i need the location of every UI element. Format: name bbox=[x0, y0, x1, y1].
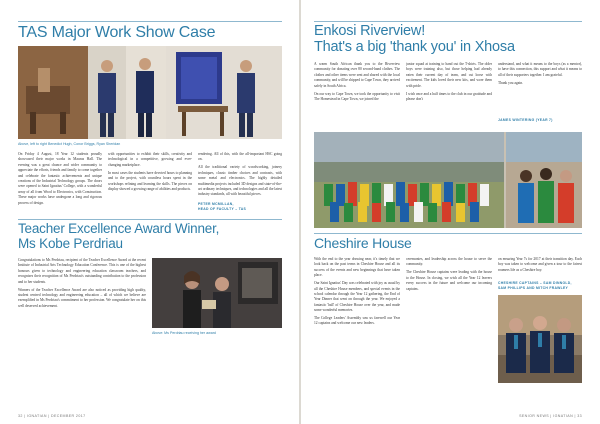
right-page bbox=[301, 0, 600, 424]
enkosi-paragraph: junior squad at training to hand out the T-shirts. The older boys were training also, but those helping had already eaten their current day of team, and cut loose with excitement. The kids loved their new kits, and wore them with pride. bbox=[406, 62, 492, 88]
cheshire-byline-line1: CHESHIRE CAPTAINS – SAM DINNOLD, bbox=[498, 281, 572, 285]
enkosi-headline-line1: Enkosi Riverview! bbox=[314, 23, 426, 39]
cheshire-column-3 bbox=[498, 257, 582, 279]
team-photo bbox=[314, 132, 582, 228]
award-photo bbox=[152, 258, 282, 328]
cheshire-column-1 bbox=[314, 257, 400, 387]
tas-paragraph: rendering. All of this, with the all-important HSC going on. bbox=[198, 152, 282, 162]
cheshire-paragraph: on ensuring Year 7s for 2017 at their transition day. Each boy was taken to welcome and given a tour to the fairest roamers life as a Cheshire boy. bbox=[498, 257, 582, 272]
headline-rule bbox=[314, 21, 582, 22]
tas-paragraph: with opportunities to exhibit their skills, creativity and technological in a competitive, growing and ever-changing marketplace. bbox=[108, 152, 192, 167]
right-footer: SENIOR NEWS | IGNATIAN | 33 bbox=[519, 414, 582, 418]
headline-rule bbox=[18, 219, 282, 220]
enkosi-headline bbox=[314, 24, 515, 55]
enkosi-paragraph: A warm South African thank you to the Riverview community for donating over 80 second-hand clothes. The clothes and other items were sent and shared with the local community, and will be shipped to Cape Town, they arrived safely in South Africa. bbox=[314, 62, 400, 88]
award-column bbox=[18, 258, 146, 368]
cheshire-column-2 bbox=[406, 257, 492, 387]
headline-rule bbox=[18, 21, 282, 22]
enkosi-byline: JAMES WINTERING (YEAR 7) bbox=[498, 118, 553, 122]
headline-rule bbox=[314, 233, 582, 234]
enkosi-headline-line2: That's a big 'thank you' in Xhosa bbox=[314, 38, 515, 55]
award-paragraph: Congratulations to Ms Perdriau, recipient of the Teacher Excellence Award at the recent Institute of Industrial Arts Technology Education Conference. This is one of the highest honours given to technology and engineering education classroom teachers, and recognises their recognition of Ms Perdriau's outstanding contribution to the profession and to her students. bbox=[18, 258, 146, 284]
enkosi-column-1 bbox=[314, 62, 400, 128]
cheshire-paragraph: The College Leaders' Assembly saw us farewell our Year 12 captains and welcome our new leaders. bbox=[314, 316, 400, 326]
cheshire-captains-photo bbox=[498, 295, 582, 383]
cheshire-byline bbox=[498, 281, 582, 290]
cheshire-paragraph: ceremonies, and leadership across the house to serve the community. bbox=[406, 257, 492, 267]
award-photo-caption: Above: Ms Perdriau receiving her award bbox=[152, 331, 216, 335]
cheshire-captains-photo-image bbox=[498, 295, 582, 383]
award-photo-image bbox=[152, 258, 282, 328]
award-headline-line1: Teacher Excellence Award Winner, bbox=[18, 221, 220, 236]
enkosi-column-3 bbox=[498, 62, 582, 100]
cheshire-paragraph: The Cheshire House captains were leading with the house to the House. In closing, we wish all the Year 12 leavers every success in the future and welcome our incoming captains. bbox=[406, 270, 492, 291]
enkosi-paragraph: I wish once and a half times to the club in our gratitude and please don't bbox=[406, 91, 492, 101]
tas-column-3 bbox=[198, 152, 282, 200]
tas-byline-name: PETER MCMILLAN, bbox=[198, 202, 234, 206]
major-work-photo-caption: Above, left to right Benedict Hugh, Conor Briggs, Ryan Sheridan bbox=[18, 142, 121, 146]
award-headline-line2: Ms Kobe Perdriau bbox=[18, 235, 123, 251]
cheshire-paragraph: Our Saint Ignatius' Day was celebrated with joy as usual by all the Cheshire House members, and special events in the school calendar through the Year 12 gathering, the End of Year Dinner that went on through the year. We enjoyed a fantastic 'hall' of Cheshire House over the year, and made some wonderful memories. bbox=[314, 281, 400, 313]
award-headline bbox=[18, 222, 219, 251]
tas-paragraph: On Friday 4 August, 18 Year 12 students proudly showcased their major works in Maurus Hall. The evening was a great chance and wider community to appreciate the efforts, friends and family to come together and celebrate the fantastic achievements and unique creations of the Industrial Technology groups. The doors were opened to Saint Ignatius' College, with a wonderful array of all from Wood to Electronics, with Construction. These major works have undergone a long and rigorous process of design. bbox=[18, 152, 102, 205]
cheshire-byline-line2: SAM PHILLIPS AND MITCH FRAWLEY bbox=[498, 285, 569, 290]
tas-paragraph: In most cases the students have devoted hours to planning and to the project, with countless hours spent in the workshops refining and learning the skills. The pieces on display showed a growing range of abilities and products. bbox=[108, 170, 192, 191]
award-paragraph: Winners of the Teacher Excellence Award are also noticed as providing high quality, student centred technology and engineering education – all of which we believe are exemplified in Ms Perdriau's commitment to her profession. We congratulate her on this well deserved achievement. bbox=[18, 287, 146, 308]
team-photo-image bbox=[314, 132, 582, 228]
cheshire-paragraph: With the end to the year drawing near, it's timely that we look back on the past terms in Cheshire House and all its success of the events and new beginnings that have taken place. bbox=[314, 257, 400, 278]
tas-headline: TAS Major Work Show Case bbox=[18, 24, 216, 41]
enkosi-paragraph: understand, and what it means to the boys (as a mentor), to have this connection, this support and what it means to all of their supporters together. I am grateful. bbox=[498, 62, 582, 77]
major-work-photo-image bbox=[18, 46, 282, 139]
tas-paragraph: All the traditional variety of woodworking, joinery techniques, classic timber choices and contrasts, with some metal and electronics. The highly detailed multimedia projects included 3D designs and state-of-the-art ordinary techniques, and technologies and all the latest industry standards, all with beautiful pieces. bbox=[198, 165, 282, 197]
enkosi-column-2 bbox=[406, 62, 492, 128]
tas-column-1 bbox=[18, 152, 102, 214]
enkosi-paragraph: Thank you again. bbox=[498, 80, 524, 85]
tas-column-2 bbox=[108, 152, 192, 214]
cheshire-headline: Cheshire House bbox=[314, 235, 412, 251]
left-footer: 32 | IGNATIAN | DECEMBER 2017 bbox=[18, 414, 86, 418]
enkosi-paragraph: On our way to Cape Town, we took the opportunity to visit The Homestead in Cape Town, we joined the bbox=[314, 91, 400, 101]
tas-byline-role: HEAD OF FACULTY – TAS bbox=[198, 206, 247, 211]
tas-byline bbox=[198, 202, 282, 211]
major-work-photo bbox=[18, 46, 282, 139]
left-page bbox=[0, 0, 299, 424]
